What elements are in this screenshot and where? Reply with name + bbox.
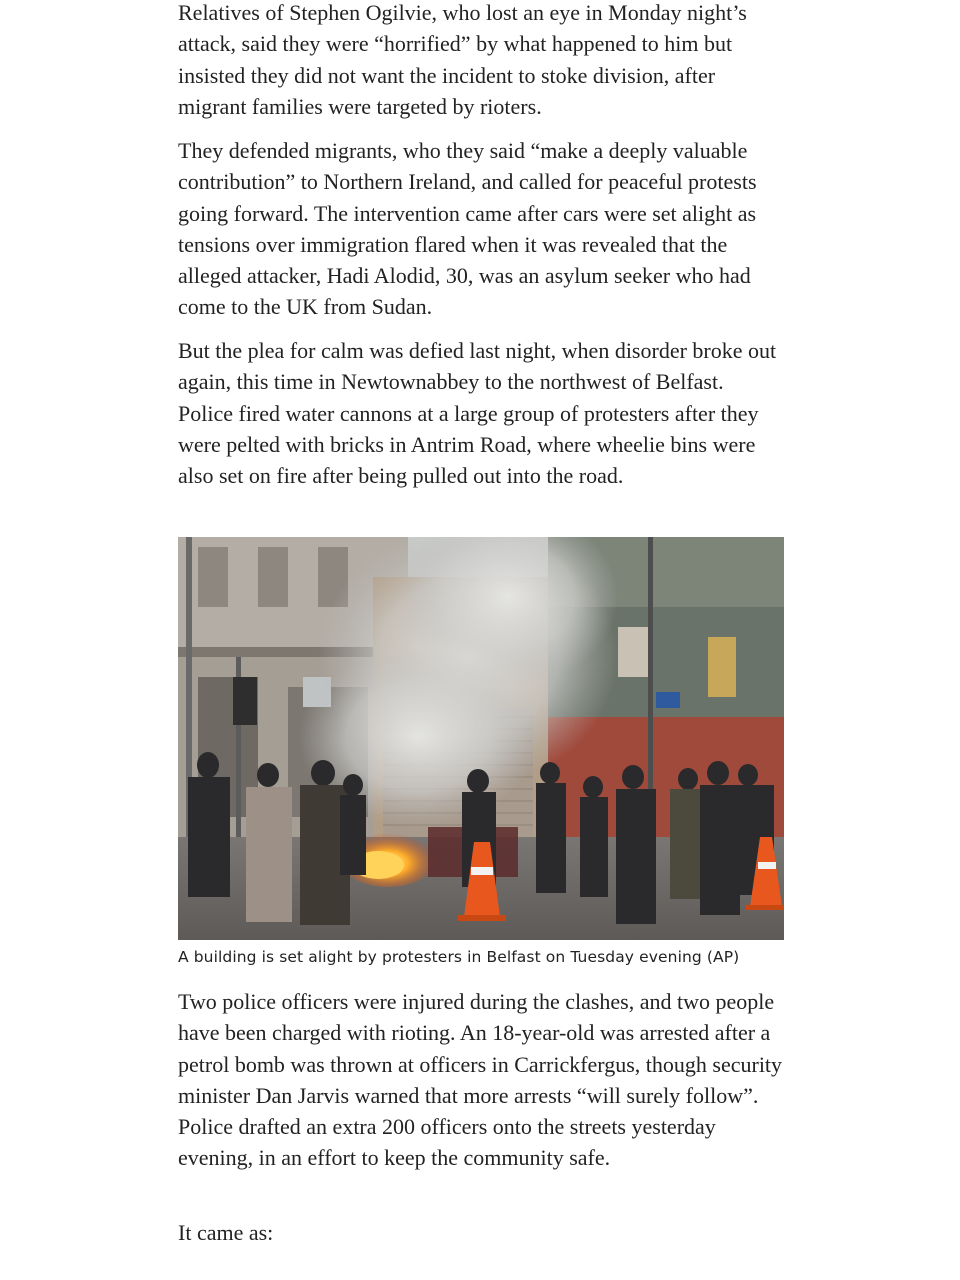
article-paragraph-1: Relatives of Stephen Ogilvie, who lost an eye in Monday night’s attack, said they were “horrified” by what happened to him but insisted they did not want the incident to stoke division, after migrant families were targeted by rioters. (178, 0, 747, 119)
article-paragraph-2: They defended migrants, who they said “make a deeply valuable contribution” to Northern Ireland, and called for peaceful protests going forward. The intervention came after cars were set alight as tensions over immigration flared when it was revealed that the alleged attacker, Hadi Alodid, 30, was an asylum seeker who had come to the UK from Sudan. (178, 138, 757, 320)
article-paragraph-5: It came as: (178, 1220, 274, 1245)
riot-photo (178, 537, 784, 940)
article-figure (178, 537, 784, 968)
article-paragraph-4: Two police officers were injured during the clashes, and two people have been charged with rioting. An 18-year-old was arrested after a petrol bomb was thrown at officers in Carrickfergus, though security minister Dan Jarvis warned that more arrests “will surely follow”. Police drafted an extra 200 officers onto the streets yesterday evening, in an effort to keep the community safe. (178, 989, 783, 1171)
figure-caption: A building is set alight by protesters in Belfast on Tuesday evening (AP) (178, 948, 740, 966)
article-paragraph-3: But the plea for calm was defied last night, when disorder broke out again, this time in Newtownabbey to the northwest of Belfast. Police fired water cannons at a large group of protesters after they were pelted with bricks in Antrim Road, where wheelie bins were also set on fire after being pulled out into the road. (178, 338, 777, 489)
